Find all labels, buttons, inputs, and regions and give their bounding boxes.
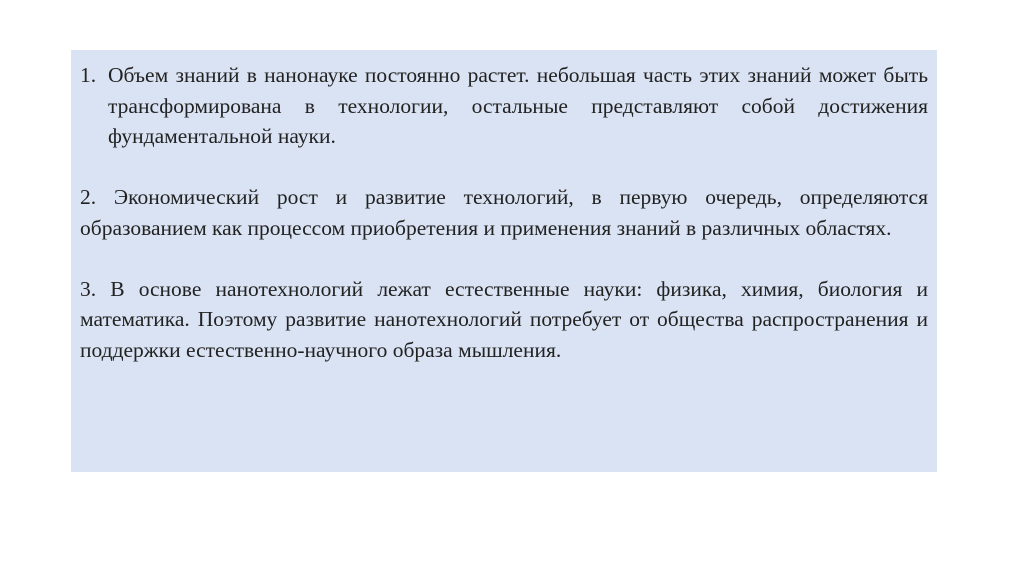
text-box [71, 50, 937, 472]
list-item-1 [80, 60, 928, 152]
paragraph-3: 3. В основе нанотехнологий лежат естественные науки: физика, химия, биология и математика. Поэтому развитие нанотехнологий потребует от общества распространения и поддержки естественно-научного образа мышления. [80, 276, 928, 362]
list-item-1-text: Объем знаний в нанонауке постоянно растет. небольшая часть этих знаний может быть трансформирована в технологии, остальные представляют собой достижения фундаментальной науки. [108, 63, 928, 148]
list-item-1-number: 1. [80, 63, 97, 87]
paragraph-spacer [80, 152, 928, 183]
paragraph-2: 2. Экономический рост и развитие технологий, в первую очередь, определяются образованием как процессом приобретения и применения знаний в различных областях. [80, 185, 928, 240]
paragraph-spacer [80, 243, 928, 274]
